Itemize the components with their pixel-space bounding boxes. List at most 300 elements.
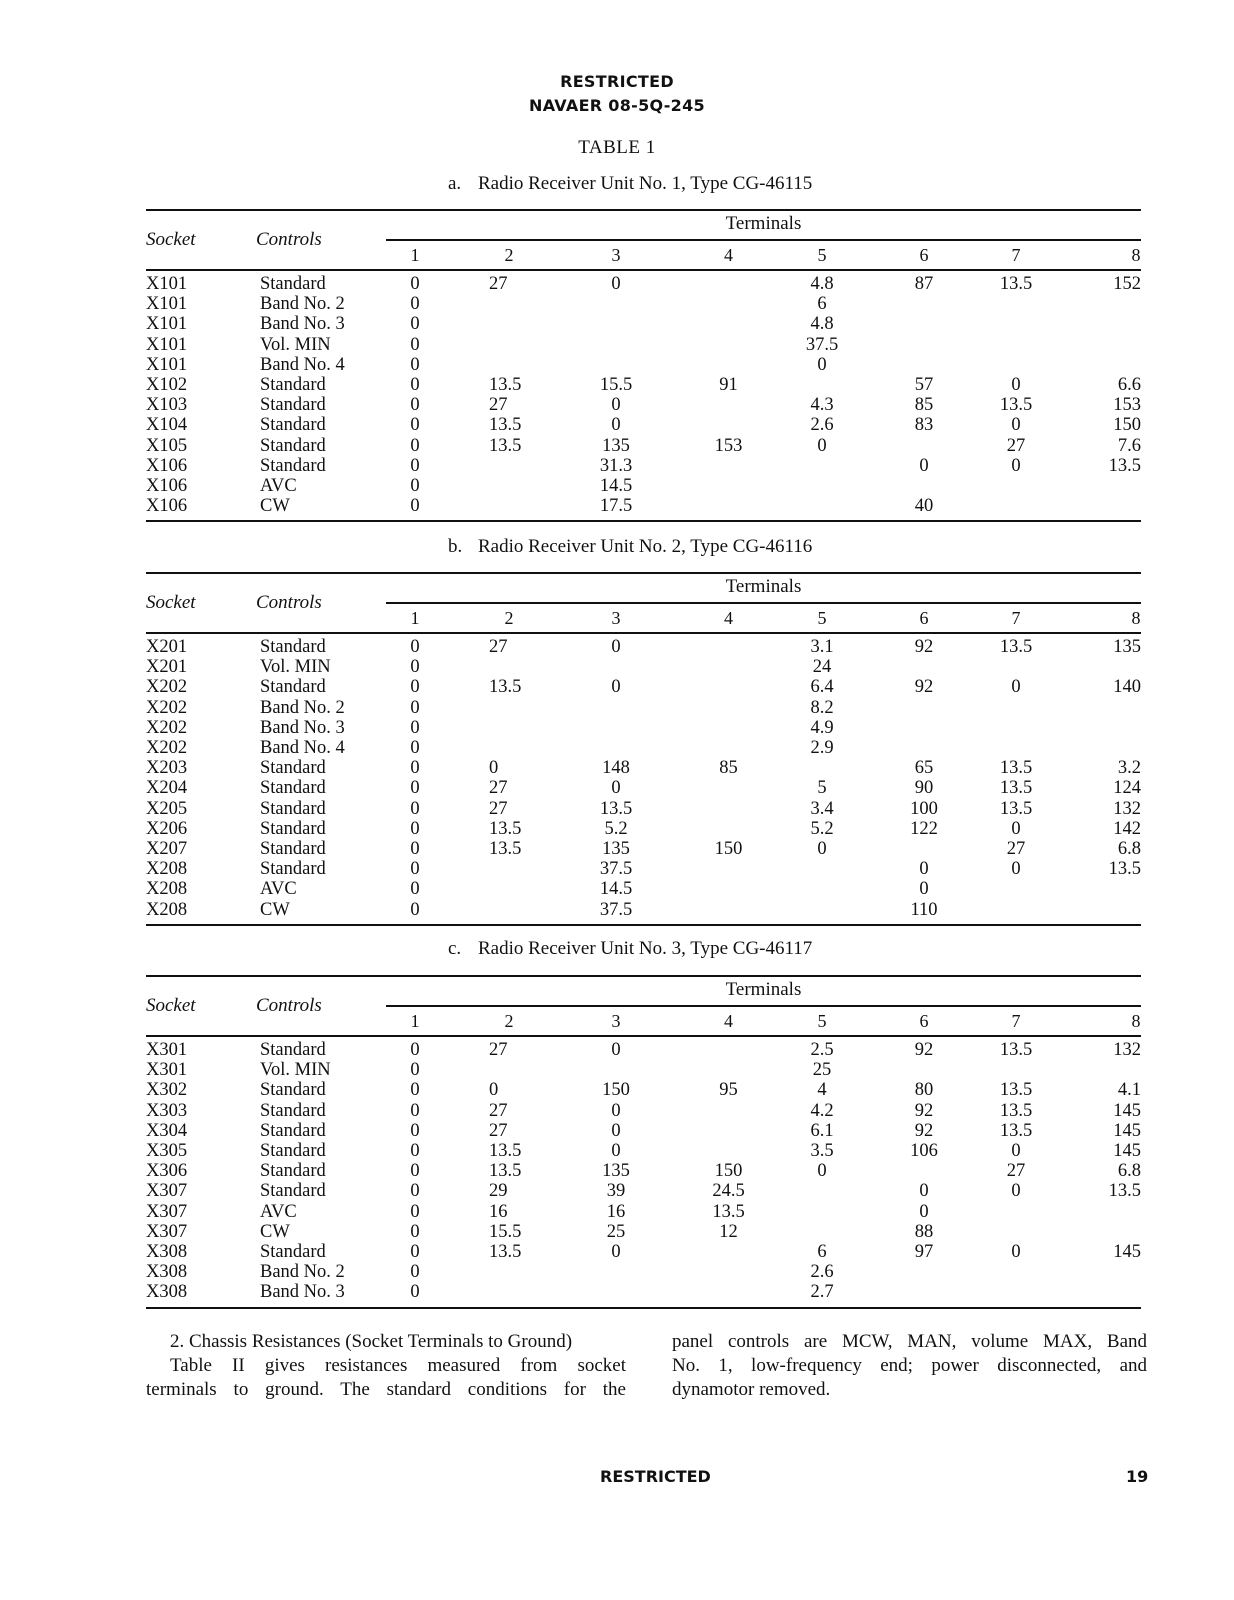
terminal-3-header: 3 xyxy=(611,608,621,628)
terminal-2-value: 27 xyxy=(489,1040,508,1060)
terminal-8-value: 150 xyxy=(1113,415,1141,436)
section-title-c xyxy=(448,938,812,960)
classification-footer: RESTRICTED xyxy=(600,1467,711,1486)
controls-cell: Standard xyxy=(260,1161,326,1182)
terminal-7-value: 0 xyxy=(1011,375,1021,395)
section-title-b xyxy=(448,536,812,558)
terminal-3-value: 0 xyxy=(611,778,621,799)
controls-cell: Standard xyxy=(260,637,326,657)
socket-cell: X308 xyxy=(146,1262,188,1283)
terminal-7-value: 27 xyxy=(1006,435,1026,456)
table-row xyxy=(146,415,1141,435)
controls-cell: Band No. 2 xyxy=(260,697,345,718)
terminal-1-value: 0 xyxy=(410,879,420,900)
table-row xyxy=(146,799,1141,819)
terminal-7-value: 13.5 xyxy=(999,778,1033,799)
terminal-1-value: 0 xyxy=(410,717,420,738)
socket-cell: X106 xyxy=(146,476,188,496)
terminal-1-value: 0 xyxy=(410,1120,420,1141)
terminal-1-value: 0 xyxy=(410,778,420,799)
table-row xyxy=(146,657,1141,677)
terminal-3-value: 150 xyxy=(602,1080,630,1101)
table-row xyxy=(146,900,1141,920)
table-row xyxy=(146,294,1141,314)
terminal-5-value: 0 xyxy=(817,1161,827,1182)
terminal-1-value: 0 xyxy=(410,1141,420,1161)
terminal-1-value: 0 xyxy=(410,1181,420,1202)
terminal-5-value: 3.5 xyxy=(810,1141,834,1161)
terminal-2-header: 2 xyxy=(504,608,514,628)
table-row xyxy=(146,274,1141,294)
controls-cell: Standard xyxy=(260,839,326,859)
terminal-7-value: 0 xyxy=(1011,818,1021,839)
terminal-3-value: 0 xyxy=(611,1040,621,1060)
socket-cell: X102 xyxy=(146,375,188,395)
terminal-5-value: 0 xyxy=(817,354,827,375)
body-text-right xyxy=(672,1330,1147,1402)
terminal-1-value: 0 xyxy=(410,1221,420,1242)
terminals-header: Terminals xyxy=(725,576,802,597)
terminal-8-value: 7.6 xyxy=(1117,435,1141,456)
terminal-4-value: 85 xyxy=(719,758,738,779)
section-title-text: Radio Receiver Unit No. 1, Type CG-46115 xyxy=(478,173,813,194)
controls-cell: Standard xyxy=(260,1141,326,1161)
controls-cell: Standard xyxy=(260,758,326,779)
section-letter: a. xyxy=(448,173,462,194)
table-row xyxy=(146,1040,1141,1060)
terminal-3-value: 37.5 xyxy=(599,899,633,920)
socket-cell: X206 xyxy=(146,818,188,839)
terminal-6-value: 122 xyxy=(910,818,938,839)
controls-cell: AVC xyxy=(260,1201,297,1222)
terminal-7-header: 7 xyxy=(1011,608,1021,628)
terminal-8-value: 145 xyxy=(1113,1120,1141,1141)
controls-cell: Standard xyxy=(260,435,326,456)
terminal-1-value: 0 xyxy=(410,314,420,335)
controls-cell: Band No. 3 xyxy=(260,1282,345,1303)
terminal-1-value: 0 xyxy=(410,637,420,657)
socket-cell: X104 xyxy=(146,415,188,436)
terminal-1-value: 0 xyxy=(410,818,420,839)
controls-cell: Standard xyxy=(260,1100,326,1121)
terminal-1-value: 0 xyxy=(410,375,420,395)
terminal-1-value: 0 xyxy=(410,798,420,819)
resistance-table-c xyxy=(146,975,1141,1311)
terminal-5-value: 5.2 xyxy=(810,818,834,839)
terminal-4-value: 91 xyxy=(719,375,738,395)
socket-cell: X101 xyxy=(146,354,188,375)
terminal-4-header: 4 xyxy=(724,1011,733,1031)
terminal-5-value: 4.3 xyxy=(810,395,834,416)
terminal-8-value: 142 xyxy=(1113,818,1141,839)
resistance-table-a xyxy=(146,209,1141,524)
terminals-underline xyxy=(386,239,1141,241)
terminal-7-value: 0 xyxy=(1011,1242,1021,1262)
terminal-1-header: 1 xyxy=(410,245,420,265)
terminal-8-value: 153 xyxy=(1113,395,1141,416)
terminal-1-value: 0 xyxy=(410,677,420,698)
terminals-underline xyxy=(386,602,1141,604)
table-row xyxy=(146,1242,1141,1262)
controls-cell: Standard xyxy=(260,274,326,294)
table-row xyxy=(146,677,1141,697)
socket-cell: X201 xyxy=(146,637,188,657)
controls-cell: Standard xyxy=(260,1242,326,1262)
controls-cell: AVC xyxy=(260,879,297,900)
terminal-7-value: 13.5 xyxy=(999,637,1033,657)
terminal-5-value: 3.1 xyxy=(810,637,834,657)
controls-cell: CW xyxy=(260,1221,290,1242)
terminal-7-value: 13.5 xyxy=(999,1040,1033,1060)
terminal-5-value: 6 xyxy=(817,294,827,315)
terminal-1-value: 0 xyxy=(410,697,420,718)
table-row xyxy=(146,1080,1141,1100)
socket-column-header: Socket xyxy=(146,995,196,1016)
terminal-5-value: 6.1 xyxy=(810,1120,834,1141)
terminal-6-value: 0 xyxy=(919,455,929,476)
socket-cell: X308 xyxy=(146,1282,188,1303)
terminal-6-value: 106 xyxy=(910,1141,938,1161)
socket-cell: X106 xyxy=(146,496,188,517)
header-bottom-rule xyxy=(146,1035,1141,1037)
terminal-3-value: 25 xyxy=(606,1221,626,1242)
table-row xyxy=(146,778,1141,798)
paragraph-line: terminals to ground. The standard conditions for the xyxy=(146,1379,626,1400)
terminal-6-value: 97 xyxy=(914,1242,934,1262)
terminal-8-value: 6.6 xyxy=(1117,375,1141,395)
terminal-7-value: 13.5 xyxy=(999,758,1033,779)
terminal-8-value: 152 xyxy=(1113,274,1141,294)
paragraph-line: No. 1, low-frequency end; power disconnected, and xyxy=(672,1355,1147,1376)
terminal-8-value: 145 xyxy=(1113,1100,1141,1121)
controls-cell: Band No. 3 xyxy=(260,314,345,335)
terminal-5-value: 4.2 xyxy=(810,1100,834,1121)
paragraph-line: dynamotor removed. xyxy=(672,1379,831,1400)
table-row xyxy=(146,1262,1141,1282)
terminal-6-header: 6 xyxy=(919,1011,929,1031)
paragraph-line: panel controls are MCW, MAN, volume MAX, Band xyxy=(672,1331,1147,1352)
terminal-8-value: 4.1 xyxy=(1117,1080,1141,1101)
table-row xyxy=(146,456,1141,476)
table-row xyxy=(146,1141,1141,1161)
table-top-rule xyxy=(146,209,1141,211)
terminal-5-value: 3.4 xyxy=(810,798,834,819)
section-letter: c. xyxy=(448,938,462,959)
terminal-3-value: 0 xyxy=(611,395,621,416)
controls-cell: Band No. 4 xyxy=(260,354,345,375)
table-bottom-rule xyxy=(146,924,1141,926)
terminal-6-header: 6 xyxy=(919,608,929,628)
terminal-7-value: 13.5 xyxy=(999,1120,1033,1141)
terminal-6-value: 65 xyxy=(914,758,934,779)
terminal-1-value: 0 xyxy=(410,476,420,496)
terminal-2-value: 13.5 xyxy=(489,1141,522,1161)
socket-cell: X106 xyxy=(146,455,188,476)
table-row xyxy=(146,1202,1141,1222)
terminal-8-value: 145 xyxy=(1113,1242,1141,1262)
page-number: 19 xyxy=(1126,1467,1149,1486)
terminal-6-value: 87 xyxy=(914,274,934,294)
table-row xyxy=(146,314,1141,334)
controls-column-header: Controls xyxy=(256,229,322,250)
socket-cell: X202 xyxy=(146,738,188,758)
terminal-1-value: 0 xyxy=(410,1080,420,1101)
socket-cell: X201 xyxy=(146,657,188,678)
terminal-3-value: 0 xyxy=(611,1141,621,1161)
terminal-3-value: 0 xyxy=(611,1100,621,1121)
terminal-1-value: 0 xyxy=(410,395,420,416)
socket-cell: X105 xyxy=(146,435,188,456)
terminal-3-value: 0 xyxy=(611,677,621,698)
socket-cell: X307 xyxy=(146,1201,188,1222)
terminal-3-value: 148 xyxy=(602,758,630,779)
controls-cell: Standard xyxy=(260,415,326,436)
terminal-4-value: 150 xyxy=(714,839,743,859)
terminal-8-header: 8 xyxy=(1131,608,1141,628)
table-row xyxy=(146,1282,1141,1302)
controls-cell: Standard xyxy=(260,798,326,819)
section-title-a xyxy=(448,173,812,195)
terminal-8-header: 8 xyxy=(1131,245,1141,265)
terminal-2-value: 13.5 xyxy=(489,415,522,436)
socket-cell: X103 xyxy=(146,395,188,416)
controls-cell: Standard xyxy=(260,818,326,839)
terminal-5-value: 24 xyxy=(812,657,832,678)
socket-cell: X308 xyxy=(146,1242,188,1262)
table-row xyxy=(146,758,1141,778)
terminal-7-value: 0 xyxy=(1011,677,1021,698)
terminal-6-value: 92 xyxy=(914,677,934,698)
terminal-5-value: 0 xyxy=(817,435,827,456)
terminal-4-value: 13.5 xyxy=(712,1201,745,1222)
table-top-rule xyxy=(146,572,1141,574)
terminal-3-value: 15.5 xyxy=(599,375,633,395)
socket-cell: X301 xyxy=(146,1060,188,1081)
section-title-text: Radio Receiver Unit No. 2, Type CG-46116 xyxy=(478,536,813,557)
controls-cell: Standard xyxy=(260,375,326,395)
terminal-3-value: 37.5 xyxy=(599,859,633,880)
terminal-7-value: 13.5 xyxy=(999,395,1033,416)
header-bottom-rule xyxy=(146,269,1141,271)
terminal-6-value: 80 xyxy=(914,1080,934,1101)
controls-cell: Standard xyxy=(260,1040,326,1060)
terminal-5-header: 5 xyxy=(817,245,827,265)
socket-cell: X207 xyxy=(146,839,188,859)
controls-cell: CW xyxy=(260,496,290,517)
section-title-text: Radio Receiver Unit No. 3, Type CG-46117 xyxy=(478,938,813,959)
terminal-6-value: 0 xyxy=(919,859,929,880)
socket-cell: X305 xyxy=(146,1141,188,1161)
controls-cell: AVC xyxy=(260,476,297,496)
section-letter: b. xyxy=(448,536,463,557)
terminal-5-value: 4.9 xyxy=(810,717,834,738)
controls-cell: Standard xyxy=(260,859,326,880)
controls-cell: CW xyxy=(260,899,290,920)
terminal-2-value: 13.5 xyxy=(489,677,522,698)
terminal-5-value: 6.4 xyxy=(810,677,834,698)
terminal-3-header: 3 xyxy=(611,245,621,265)
table-top-rule xyxy=(146,975,1141,977)
terminal-5-value: 6 xyxy=(817,1242,827,1262)
terminal-1-header: 1 xyxy=(410,608,420,628)
socket-cell: X205 xyxy=(146,798,188,819)
terminal-8-value: 132 xyxy=(1113,1040,1141,1060)
table-row xyxy=(146,1161,1141,1181)
controls-cell: Standard xyxy=(260,455,326,476)
table-title: TABLE 1 xyxy=(578,137,656,158)
terminal-3-value: 39 xyxy=(606,1181,626,1202)
table-row xyxy=(146,718,1141,738)
terminal-3-value: 0 xyxy=(611,274,621,294)
terminal-3-value: 14.5 xyxy=(599,879,633,900)
terminal-8-value: 6.8 xyxy=(1117,1161,1141,1182)
terminal-5-value: 37.5 xyxy=(805,334,839,355)
terminal-6-header: 6 xyxy=(919,245,929,265)
terminal-3-value: 5.2 xyxy=(604,818,628,839)
terminal-1-value: 0 xyxy=(410,1060,420,1081)
terminal-5-value: 8.2 xyxy=(810,697,834,718)
socket-cell: X202 xyxy=(146,717,188,738)
terminal-7-header: 7 xyxy=(1011,1011,1021,1031)
terminals-underline xyxy=(386,1005,1141,1007)
terminal-7-value: 13.5 xyxy=(999,1080,1033,1101)
terminal-1-value: 0 xyxy=(410,1040,420,1060)
table-row xyxy=(146,1222,1141,1242)
terminal-2-value: 13.5 xyxy=(489,1242,522,1262)
terminal-8-value: 6.8 xyxy=(1117,839,1141,859)
terminal-5-value: 25 xyxy=(812,1060,832,1081)
classification-header: RESTRICTED xyxy=(560,72,674,91)
table-row xyxy=(146,879,1141,899)
controls-cell: Band No. 2 xyxy=(260,294,345,315)
terminal-3-value: 0 xyxy=(611,415,621,436)
terminal-5-header: 5 xyxy=(817,608,827,628)
terminal-2-header: 2 xyxy=(504,245,514,265)
terminal-6-value: 92 xyxy=(914,1100,934,1121)
terminal-4-header: 4 xyxy=(724,608,733,628)
terminal-6-value: 0 xyxy=(919,879,929,900)
table-row xyxy=(146,1181,1141,1201)
terminal-7-value: 0 xyxy=(1011,455,1021,476)
terminal-1-header: 1 xyxy=(410,1011,420,1031)
table-bottom-rule xyxy=(146,1307,1141,1309)
controls-cell: Standard xyxy=(260,1181,326,1202)
terminal-8-value: 13.5 xyxy=(1108,1181,1141,1202)
terminal-1-value: 0 xyxy=(410,1100,420,1121)
terminal-1-value: 0 xyxy=(410,758,420,779)
socket-cell: X202 xyxy=(146,697,188,718)
terminal-1-value: 0 xyxy=(410,1201,420,1222)
terminal-7-value: 27 xyxy=(1006,839,1026,859)
terminal-3-value: 16 xyxy=(606,1201,626,1222)
terminal-8-value: 3.2 xyxy=(1117,758,1141,779)
table-row xyxy=(146,819,1141,839)
socket-cell: X208 xyxy=(146,899,188,920)
terminal-7-value: 0 xyxy=(1011,1141,1021,1161)
paragraph-line: Table II gives resistances measured from socket xyxy=(170,1355,626,1376)
terminal-1-value: 0 xyxy=(410,738,420,758)
terminal-2-value: 29 xyxy=(489,1181,508,1202)
terminal-1-value: 0 xyxy=(410,274,420,294)
table-row xyxy=(146,335,1141,355)
terminal-5-value: 5 xyxy=(817,778,827,799)
table-row xyxy=(146,436,1141,456)
controls-cell: Vol. MIN xyxy=(260,1060,331,1081)
terminal-2-value: 13.5 xyxy=(489,375,522,395)
socket-cell: X208 xyxy=(146,859,188,880)
terminal-1-value: 0 xyxy=(410,1262,420,1283)
terminal-6-value: 40 xyxy=(914,496,934,517)
terminal-4-value: 95 xyxy=(719,1080,738,1101)
terminal-8-value: 124 xyxy=(1113,778,1141,799)
terminal-3-value: 13.5 xyxy=(599,798,633,819)
controls-cell: Vol. MIN xyxy=(260,657,331,678)
terminal-2-value: 13.5 xyxy=(489,435,522,456)
controls-cell: Vol. MIN xyxy=(260,334,331,355)
terminal-5-value: 2.5 xyxy=(810,1040,834,1060)
controls-cell: Band No. 3 xyxy=(260,717,345,738)
terminal-2-value: 27 xyxy=(489,1120,508,1141)
terminal-3-value: 135 xyxy=(602,435,630,456)
terminal-4-value: 12 xyxy=(719,1221,738,1242)
terminal-3-value: 17.5 xyxy=(599,496,633,517)
terminal-7-value: 13.5 xyxy=(999,274,1033,294)
table-row xyxy=(146,839,1141,859)
terminal-8-header: 8 xyxy=(1131,1011,1141,1031)
terminal-6-value: 57 xyxy=(914,375,934,395)
terminal-2-value: 0 xyxy=(489,758,499,779)
resistance-table-b xyxy=(146,572,1141,928)
terminal-4-value: 150 xyxy=(714,1161,743,1182)
controls-cell: Band No. 2 xyxy=(260,1262,345,1283)
terminal-6-value: 92 xyxy=(914,637,934,657)
terminal-2-value: 13.5 xyxy=(489,818,522,839)
table-row xyxy=(146,637,1141,657)
table-row xyxy=(146,1121,1141,1141)
controls-cell: Standard xyxy=(260,1120,326,1141)
terminal-2-value: 27 xyxy=(489,637,508,657)
terminal-5-header: 5 xyxy=(817,1011,827,1031)
terminal-3-value: 0 xyxy=(611,637,621,657)
terminal-5-value: 4.8 xyxy=(810,274,834,294)
terminal-8-value: 13.5 xyxy=(1108,859,1141,880)
terminal-5-value: 4 xyxy=(817,1080,827,1101)
terminal-7-value: 13.5 xyxy=(999,798,1033,819)
socket-cell: X204 xyxy=(146,778,188,799)
terminal-8-value: 135 xyxy=(1113,637,1141,657)
terminal-6-value: 92 xyxy=(914,1040,934,1060)
controls-cell: Standard xyxy=(260,677,326,698)
controls-cell: Standard xyxy=(260,395,326,416)
terminal-6-value: 83 xyxy=(914,415,934,436)
terminal-1-value: 0 xyxy=(410,294,420,315)
table-bottom-rule xyxy=(146,520,1141,522)
terminal-4-value: 24.5 xyxy=(712,1181,745,1202)
socket-cell: X101 xyxy=(146,314,188,335)
terminal-3-value: 31.3 xyxy=(599,455,633,476)
socket-column-header: Socket xyxy=(146,229,196,250)
terminal-7-value: 27 xyxy=(1006,1161,1026,1182)
terminal-7-value: 13.5 xyxy=(999,1100,1033,1121)
terminal-4-header: 4 xyxy=(724,245,733,265)
terminal-2-value: 27 xyxy=(489,778,508,799)
terminal-6-value: 0 xyxy=(919,1201,929,1222)
controls-column-header: Controls xyxy=(256,592,322,613)
body-text-left xyxy=(146,1330,626,1402)
table-row xyxy=(146,698,1141,718)
terminal-3-value: 0 xyxy=(611,1242,621,1262)
terminal-1-value: 0 xyxy=(410,354,420,375)
